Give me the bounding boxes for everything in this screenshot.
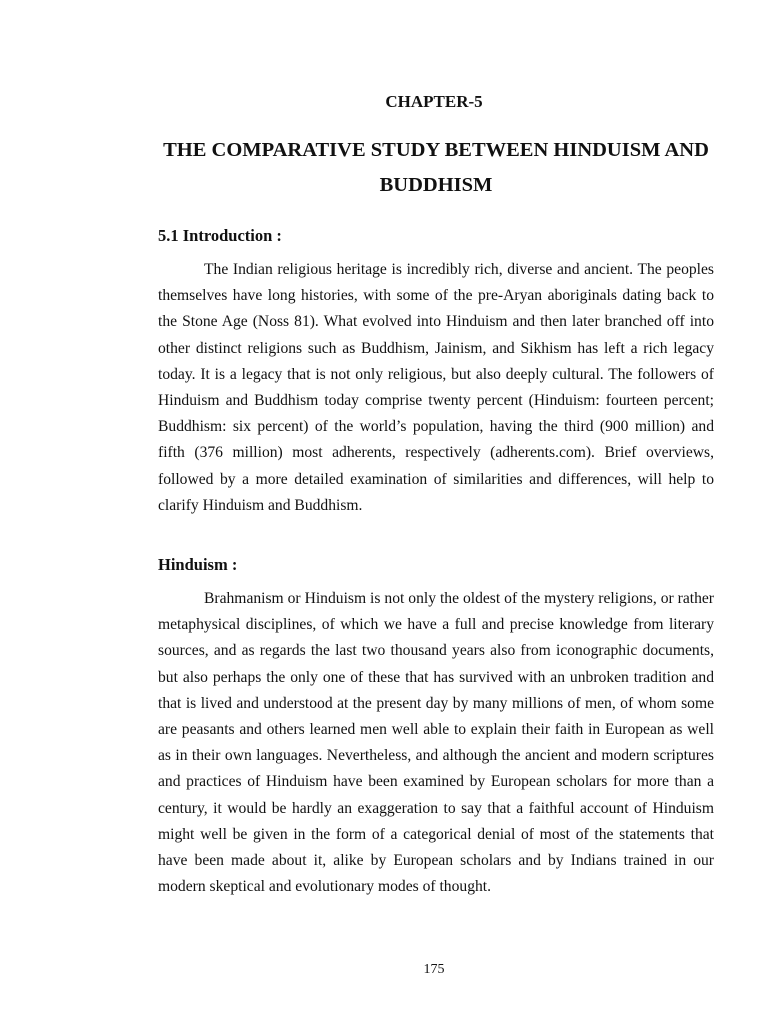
section-heading-introduction: 5.1 Introduction : bbox=[158, 226, 282, 245]
section-heading-hinduism: Hinduism : bbox=[158, 555, 238, 574]
introduction-paragraph: The Indian religious heritage is incredibly rich, diverse and ancient. The peoples themselves have long histories, with some of the pre-Aryan aboriginals dating back to the Stone Age (Noss 81). What evolved into Hinduism and then later branched off into other distinct religions such as Buddhism, Jainism, and Sikhism has left a rich legacy today. It is a legacy that is not only religious, but also deeply cultural. The followers of Hinduism and Buddhism today comprise twenty percent (Hinduism: fourteen percent; Buddhism: six percent) of the world’s population, having the third (900 million) and fifth (376 million) most adherents, respectively (adherents.com). Brief overviews, followed by a more detailed examination of similarities and differences, will help to clarify Hinduism and Buddhism. bbox=[158, 261, 714, 514]
chapter-title: THE COMPARATIVE STUDY BETWEEN HINDUISM AND BUDDHISM bbox=[163, 139, 709, 196]
page-number: 175 bbox=[423, 962, 445, 977]
hinduism-paragraph: Brahmanism or Hinduism is not only the oldest of the mystery religions, or rather metaphysical disciplines, of which we have a full and precise knowledge from literary sources, and as regards the last two thousand years also from iconographic documents, but also perhaps the only one of these that has survived with an unbroken tradition and that is lived and understood at the present day by many millions of men, of whom some are peasants and others learned men well able to explain their faith in European as well as in their own languages. Nevertheless, and although the ancient and modern scriptures and practices of Hinduism have been examined by European scholars for more than a century, it would be hardly an exaggeration to say that a faithful account of Hinduism might well be given in the form of a categorical denial of most of the statements that have been made about it, alike by European scholars and by Indians trained in our modern skeptical and evolutionary modes of thought. bbox=[158, 590, 714, 896]
chapter-label: CHAPTER-5 bbox=[385, 92, 483, 111]
